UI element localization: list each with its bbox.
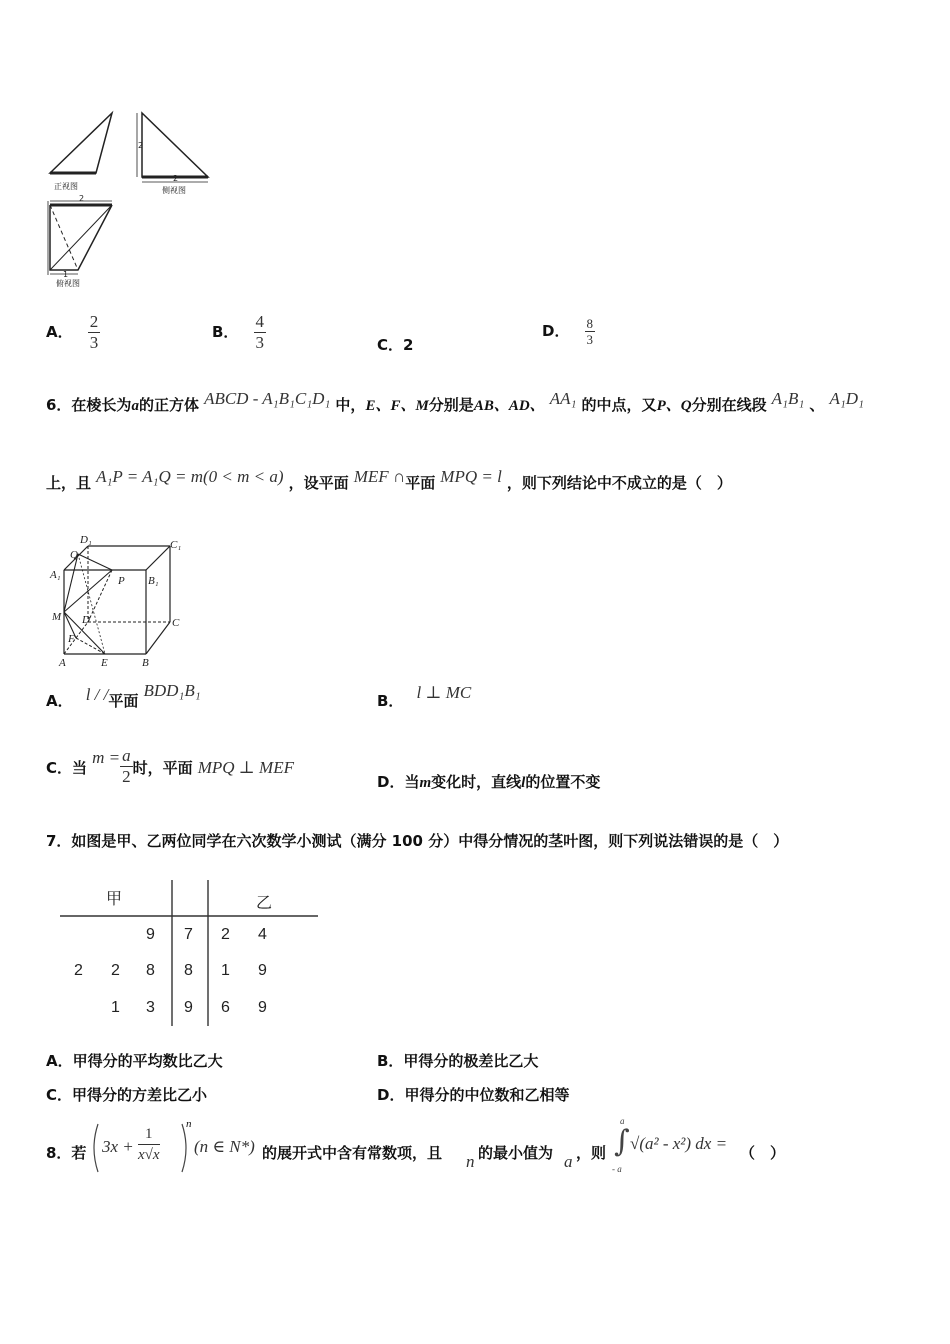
q5-option-b — [212, 312, 266, 353]
cube-name: ABCD - A₁B₁C₁D₁ — [204, 389, 331, 408]
leaf-left: 2 — [111, 962, 120, 979]
math: l / / — [85, 685, 109, 704]
points-efm: E、F、M — [365, 398, 429, 414]
label-B: B — [142, 657, 149, 669]
front-view-label: 正视图 — [54, 182, 78, 191]
q8-stem — [46, 1116, 926, 1180]
q7-option-d: D．甲得分的中位数和乙相等 — [377, 1086, 570, 1104]
text: ，设平面 — [288, 474, 349, 492]
int-upper: a — [620, 1116, 625, 1126]
segment-a1d1: A₁D₁ — [829, 389, 864, 408]
three-view-figure — [40, 105, 230, 300]
stem: 9 — [184, 999, 193, 1016]
top-width-dim: 2 — [79, 194, 85, 203]
denominator: x√x — [138, 1147, 160, 1163]
plane-mpq: MPQ = l — [440, 467, 502, 486]
denominator: 3 — [586, 332, 594, 347]
top-view-label: 俯视图 — [56, 279, 80, 288]
leaf-left: 3 — [146, 999, 155, 1016]
plane-mef: MEF ∩ — [353, 467, 406, 486]
text: 时，平面 — [132, 759, 193, 777]
header-yi: 乙 — [256, 895, 273, 912]
int-lower: - a — [612, 1164, 622, 1174]
label-F: F — [68, 633, 75, 645]
option-value: 2 — [403, 336, 414, 354]
leaf-left: 1 — [111, 999, 120, 1016]
leaf-left: 9 — [146, 926, 155, 943]
fraction — [585, 316, 596, 347]
label-B1: B₁ — [148, 575, 159, 587]
side-view-label: 侧视图 — [162, 186, 186, 195]
option-label: B． — [377, 692, 404, 710]
condition: (n ∈ N*) — [194, 1137, 255, 1156]
front-view-triangle — [50, 113, 112, 173]
q6-option-a — [46, 681, 201, 711]
denominator: 3 — [255, 333, 265, 352]
denominator: 3 — [89, 333, 99, 352]
segment-aa1: AA₁ — [549, 389, 577, 408]
option-label: C．当 — [46, 759, 88, 777]
text: 上，且 — [46, 474, 92, 492]
label-E: E — [101, 657, 108, 669]
label-A1: A₁ — [50, 569, 61, 581]
leaf-right: 4 — [258, 926, 267, 943]
segment-a1b1: A₁B₁ — [771, 389, 805, 408]
stem-leaf-plot — [56, 878, 326, 1028]
label-D1: D₁ — [80, 534, 92, 546]
text: 8．若 — [46, 1144, 87, 1162]
text: 变化时，直线 — [431, 773, 522, 791]
leaf-right: 9 — [258, 999, 267, 1016]
numerator: 1 — [138, 1124, 160, 1145]
var-l: l — [521, 775, 526, 791]
integral-sign-icon: ∫ — [614, 1124, 630, 1159]
leaf-left: 8 — [146, 962, 155, 979]
var-m: m — [419, 775, 432, 791]
text: 的最小值为 — [478, 1144, 554, 1162]
denominator: 2 — [122, 767, 131, 786]
fraction — [138, 1124, 160, 1165]
option-label: A． — [46, 692, 73, 710]
label-D: D — [82, 614, 90, 626]
math: m = — [92, 748, 121, 767]
q7-option-c: C．甲得分的方差比乙小 — [46, 1086, 208, 1104]
text: 的位置不变 — [525, 773, 601, 791]
exponent: n — [186, 1118, 192, 1130]
text: （ ） — [740, 1144, 786, 1162]
label-Q: Q — [70, 549, 78, 561]
math: MPQ ⊥ MEF — [197, 758, 294, 777]
q6-option-c — [46, 748, 294, 789]
q7-option-b: B．甲得分的极差比乙大 — [377, 1052, 539, 1070]
text: ，则 — [576, 1144, 607, 1162]
numerator: 8 — [586, 316, 594, 331]
numerator: 2 — [89, 312, 99, 331]
points-pq: P、Q — [656, 398, 692, 414]
leaf-right: 9 — [258, 962, 267, 979]
fraction — [120, 746, 133, 787]
var-n: n — [466, 1152, 475, 1171]
option-label: D．当 — [377, 773, 420, 791]
q6-stem-line1 — [46, 389, 864, 415]
label-M: M — [52, 611, 62, 623]
text: 的正方体 — [138, 396, 199, 414]
var-a: a — [564, 1152, 573, 1171]
text: 平面 — [405, 474, 436, 492]
leaf-right: 2 — [221, 926, 230, 943]
fraction — [88, 312, 101, 353]
label-A: A — [59, 657, 66, 669]
cube-figure — [46, 532, 196, 672]
text: 平面 — [108, 692, 139, 710]
label-C: C — [172, 617, 180, 629]
condition: A₁P = A₁Q = m(0 < m < a) — [96, 467, 284, 486]
q5-option-d — [542, 316, 595, 347]
option-label: A． — [46, 323, 73, 341]
expr-term: 3x + — [102, 1137, 134, 1156]
q6-stem-line2 — [46, 467, 732, 493]
label-P: P — [118, 575, 125, 587]
leaf-right: 6 — [221, 999, 230, 1016]
option-label: D． — [542, 322, 570, 340]
text: 分别在线段 — [691, 396, 767, 414]
segments: AB、AD、 — [473, 398, 545, 414]
side-view-triangle — [142, 113, 208, 177]
leaf-left: 2 — [74, 962, 83, 979]
stem: 7 — [184, 926, 193, 943]
text: ，则下列结论中不成立的是（ ） — [506, 474, 732, 492]
option-label: C． — [377, 336, 404, 354]
q7-stem: 7．如图是甲、乙两位同学在六次数学小测试（满分 100 分）中得分情况的茎叶图，则下列说法错误的是（ ） — [46, 832, 789, 850]
text: 、 — [809, 396, 825, 414]
option-label: B． — [212, 323, 239, 341]
text: 分别是 — [428, 396, 474, 414]
math: l ⊥ MC — [416, 683, 472, 702]
side-width-dim: 2 — [173, 174, 179, 183]
leaf-right: 1 — [221, 962, 230, 979]
integrand: √(a² - x²) dx = — [630, 1134, 728, 1153]
q6-option-b — [377, 683, 472, 711]
var-a: a — [131, 398, 139, 414]
top-base-dim: 1 — [63, 270, 69, 279]
q5-option-c — [377, 334, 413, 355]
text: 中， — [335, 396, 366, 414]
numerator: 4 — [255, 312, 265, 331]
q5-option-a — [46, 312, 100, 353]
fraction — [254, 312, 267, 353]
q6-option-d — [377, 771, 600, 792]
text: 6．在棱长为 — [46, 396, 132, 414]
header-jia: 甲 — [106, 891, 123, 908]
plane: BDD₁B₁ — [143, 681, 201, 700]
stem: 8 — [184, 962, 193, 979]
text: 的中点，又 — [581, 396, 657, 414]
numerator: a — [122, 746, 131, 765]
label-C1: C₁ — [170, 539, 182, 551]
side-height-dim: 2 — [138, 141, 144, 150]
q7-option-a: A．甲得分的平均数比乙大 — [46, 1052, 223, 1070]
text: 的展开式中含有常数项，且 — [262, 1144, 443, 1162]
